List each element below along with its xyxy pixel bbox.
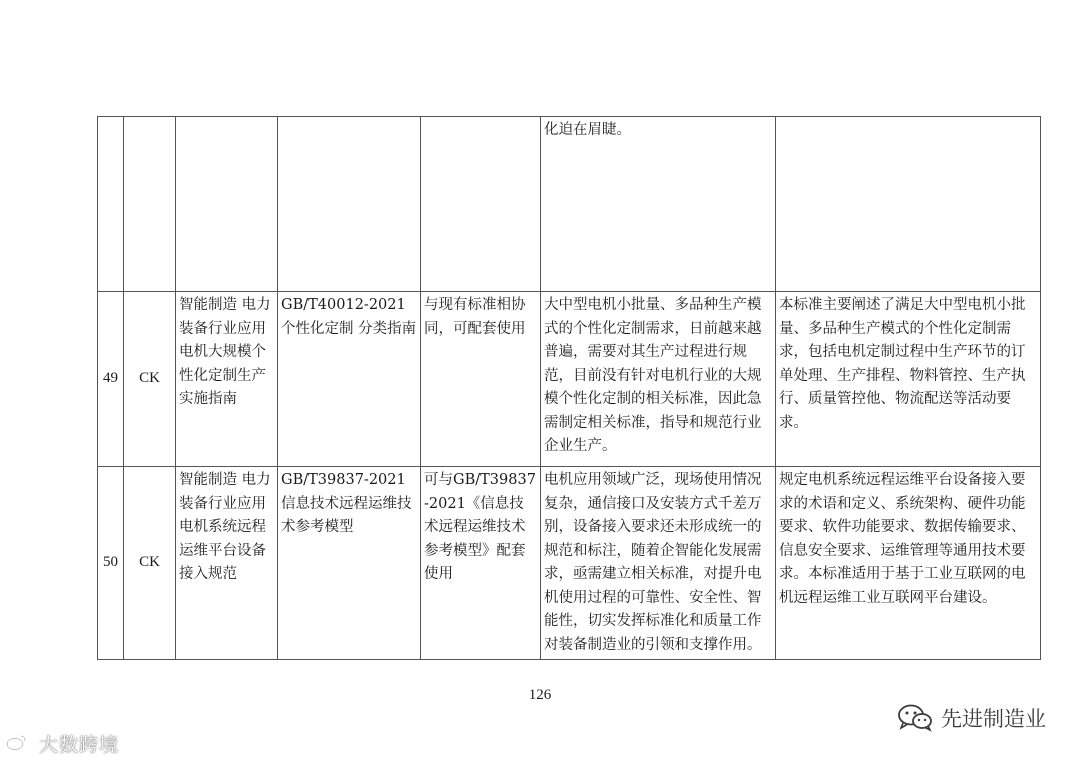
cell-code [124,117,176,292]
watermark-right [897,703,1046,733]
cell-num: 49 [98,292,124,467]
page-number: 126 [528,687,552,703]
cell-scope [776,117,1041,292]
cell-necessity: 电机应用领域广泛，现场使用情况复杂，通信接口及安装方式千差万别，设备接入要求还未形成统一的规范和标注，随着企智能化发展需求，亟需建立相关标准，对提升电机使用过程的可靠性、安全性、智能性，切实发挥标准化和质量工作对装备制造业的引领和支撑作用。 [541,467,776,660]
cell-relation [421,117,541,292]
watermark-right-text: 先进制造业 [941,707,1046,731]
table-row-continuation [98,117,1041,292]
cell-related-standard [278,117,421,292]
weibo-logo-icon [6,733,28,756]
cell-num: 50 [98,467,124,660]
table-row [98,292,1041,467]
cell-relation: 与现有标准相协同，可配套使用 [421,292,541,467]
cell-related-standard: GB/T39837-2021 信息技术远程运维技术参考模型 [278,467,421,660]
cell-necessity: 大中型电机小批量、多品种生产模式的个性化定制需求，日前越来越普遍，需要对其生产过程进行规范，目前没有针对电机行业的大规模个性化定制的相关标准，因此急需制定相关标准，指导和规范行业企业生产。 [541,292,776,467]
cell-necessity: 化迫在眉睫。 [541,117,776,292]
cell-standard-name: 智能制造 电力装备行业应用 电机系统远程运维平台设备接入规范 [176,467,278,660]
cell-standard-name: 智能制造 电力装备行业应用 电机大规模个性化定制生产实施指南 [176,292,278,467]
cell-code: CK [124,467,176,660]
table-row [98,467,1041,660]
cell-scope: 本标准主要阐述了满足大中型电机小批量、多品种生产模式的个性化定制需求，包括电机定制过程中生产环节的订单处理、生产排程、物料管控、生产执行、质量管控他、物流配送等活动要求。 [776,292,1041,467]
cell-standard-name [176,117,278,292]
cell-scope: 规定电机系统远程运维平台设备接入要求的术语和定义、系统架构、硬件功能要求、软件功能要求、数据传输要求、信息安全要求、运维管理等通用技术要求。本标准适用于基于工业互联网的电机远程运维工业互联网平台建设。 [776,467,1041,660]
wechat-logo-icon [897,704,933,732]
standards-table [97,116,1041,660]
cell-relation: 可与GB/T39837-2021《信息技术远程运维技术参考模型》配套使用 [421,467,541,660]
cell-code: CK [124,292,176,467]
watermark-left-text: 大数跨境 [39,734,120,756]
cell-num [98,117,124,292]
watermark-left [6,730,119,757]
cell-related-standard: GB/T40012-2021 个性化定制 分类指南 [278,292,421,467]
